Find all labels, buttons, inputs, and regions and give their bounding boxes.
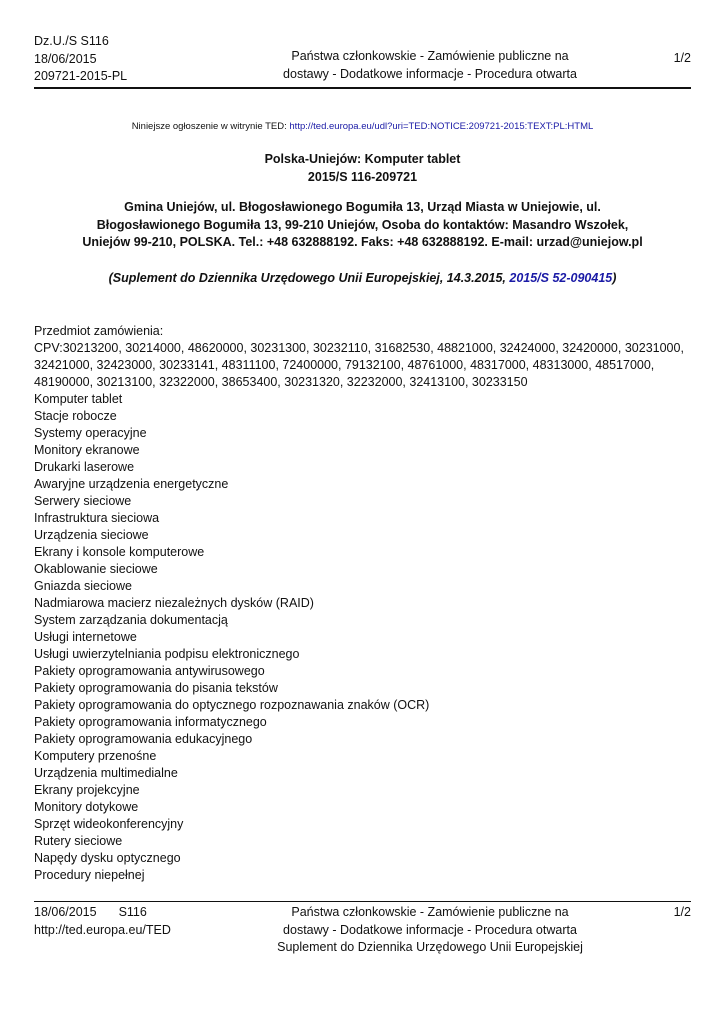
list-item: Komputery przenośne xyxy=(34,749,157,763)
list-item: Gniazda sieciowe xyxy=(34,579,132,593)
header-divider xyxy=(34,87,691,89)
list-item: Pakiety oprogramowania do pisania tekstów xyxy=(34,681,278,695)
header-title xyxy=(224,48,636,83)
list-item: Infrastruktura sieciowa xyxy=(34,511,160,525)
list-item: Monitory ekranowe xyxy=(34,443,140,457)
list-item: Stacje robocze xyxy=(34,409,117,423)
supplement-prefix: (Suplement do Dziennika Urzędowego Unii Europejskiej, 14.3.2015, xyxy=(108,271,510,285)
contact-line1: Gmina Uniejów, ul. Błogosławionego Bogumiła 13, Urząd Miasta w Uniejowie, ul. xyxy=(124,200,601,214)
footer-divider xyxy=(34,901,691,902)
contact-line2: Błogosławionego Bogumiła 13, 99-210 Uniejów, Osoba do kontaktów: Masandro Wszołek, xyxy=(96,217,629,232)
list-item: Usługi internetowe xyxy=(34,630,137,644)
doc-id: 209721-2015-PL xyxy=(34,69,128,83)
footer-date: 18/06/2015 xyxy=(34,905,97,919)
subject-label: Przedmiot zamówienia: xyxy=(34,324,164,338)
page-footer xyxy=(34,904,691,964)
notice-title xyxy=(34,150,691,186)
list-item: System zarządzania dokumentacją xyxy=(34,613,228,627)
list-item: Komputer tablet xyxy=(34,392,123,406)
list-item: Pakiety oprogramowania informatycznego xyxy=(34,715,267,729)
list-item: Nadmiarowa macierz niezależnych dysków (RAID) xyxy=(34,596,314,610)
list-item: Ekrany i konsole komputerowe xyxy=(34,545,205,559)
footer-page-number: 1/2 xyxy=(673,905,691,919)
list-item: Serwery sieciowe xyxy=(34,494,132,508)
supplement-suffix: ) xyxy=(612,271,617,285)
list-item: Ekrany projekcyjne xyxy=(34,783,140,797)
header-left xyxy=(34,33,127,86)
notice-title-line1: Polska-Uniejów: Komputer tablet xyxy=(264,152,461,166)
contact-line3: Uniejów 99-210, POLSKA. Tel.: +48 632888192. Faks: +48 632888192. E-mail: urzad@uniejow.pl xyxy=(82,235,643,249)
doc-ref: Dz.U./S S116 xyxy=(34,34,109,48)
list-item: Urządzenia multimedialne xyxy=(34,766,178,780)
header-title-line1: Państwa członkowskie - Zamówienie publiczne na xyxy=(291,49,569,63)
list-item: Monitory dotykowe xyxy=(34,800,139,814)
page-header xyxy=(34,33,691,89)
supplement-ref-link[interactable]: 2015/S 52-090415 xyxy=(509,271,613,285)
notice-title-line2: 2015/S 116-209721 xyxy=(307,170,418,184)
header-date: 18/06/2015 xyxy=(34,51,97,66)
list-item: Napędy dysku optycznego xyxy=(34,851,181,865)
list-item: Rutery sieciowe xyxy=(34,834,123,848)
contracting-authority xyxy=(70,199,655,252)
list-item: Pakiety oprogramowania do optycznego rozpoznawania znaków (OCR) xyxy=(34,698,430,712)
cpv-codes: CPV:30213200, 30214000, 48620000, 30231300, 30232110, 31682530, 48821000, 32424000, 32420000, 30231000, 32421000, 32423000, 30233141, 48311100, 72400000, 79132100, 48761000, 48317000, 48313000, 48517000, 48190000, 30213100, 32322000, 38653400, 30231320, 32232000, 32413100, 30233150 xyxy=(34,341,684,389)
list-item: Sprzęt wideokonferencyjny xyxy=(34,817,184,831)
list-item: Procedury niepełnej xyxy=(34,868,145,882)
notice-body xyxy=(34,323,694,884)
ted-notice-link[interactable]: http://ted.europa.eu/udl?uri=TED:NOTICE:209721-2015:TEXT:PL:HTML xyxy=(289,121,594,132)
footer-series: S116 xyxy=(118,905,147,919)
list-item: Usługi uwierzytelniania podpisu elektronicznego xyxy=(34,647,300,661)
footer-title xyxy=(224,904,636,957)
footer-url: http://ted.europa.eu/TED xyxy=(34,922,171,937)
list-item: Pakiety oprogramowania edukacyjnego xyxy=(34,732,253,746)
footer-left xyxy=(34,904,171,939)
list-item: Okablowanie sieciowe xyxy=(34,562,158,576)
ted-notice-prefix: Niniejsze ogłoszenie w witrynie TED: xyxy=(131,121,290,132)
list-item: Drukarki laserowe xyxy=(34,460,135,474)
footer-line1: Państwa członkowskie - Zamówienie publiczne na xyxy=(291,905,569,919)
header-title-line2: dostawy - Dodatkowe informacje - Procedura otwarta xyxy=(283,66,577,81)
supplement-reference xyxy=(34,271,691,285)
ted-notice xyxy=(34,121,691,132)
header-page-number: 1/2 xyxy=(673,51,691,65)
item-list xyxy=(34,391,694,884)
list-item: Awaryjne urządzenia energetyczne xyxy=(34,477,229,491)
footer-line2: dostawy - Dodatkowe informacje - Procedura otwarta xyxy=(283,922,577,937)
list-item: Systemy operacyjne xyxy=(34,426,147,440)
list-item: Pakiety oprogramowania antywirusowego xyxy=(34,664,265,678)
list-item: Urządzenia sieciowe xyxy=(34,528,149,542)
footer-line3: Suplement do Dziennika Urzędowego Unii Europejskiej xyxy=(277,940,583,954)
